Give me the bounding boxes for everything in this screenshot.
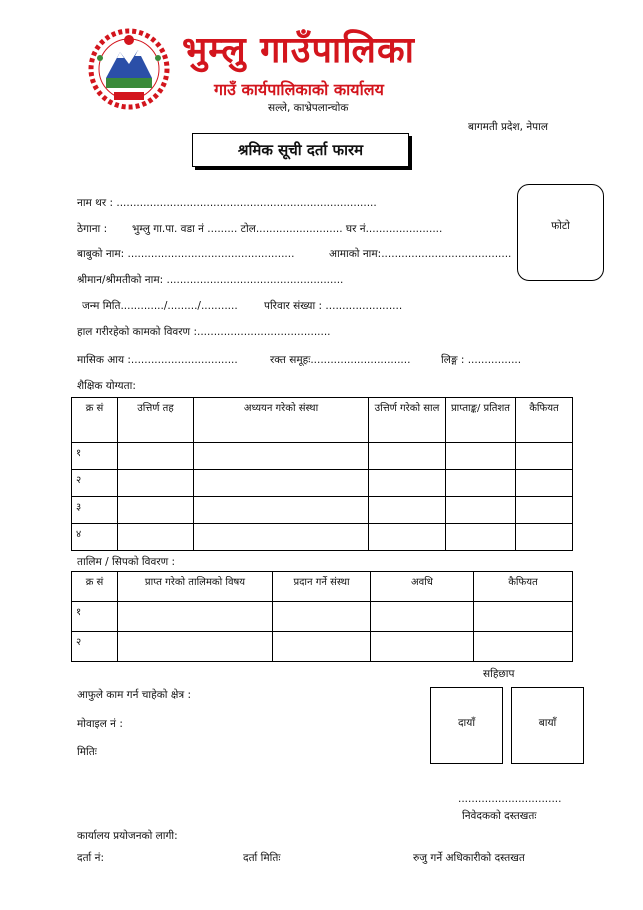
name-field[interactable]: नाम थर : ..............................................................................: [77, 197, 377, 209]
father-name-field[interactable]: बाबुको नाम: ..................................................: [77, 248, 295, 260]
column-header: उत्तिर्ण गरेको साल: [369, 398, 446, 443]
table-cell[interactable]: [516, 443, 573, 470]
signature-line[interactable]: ...............................: [458, 793, 562, 805]
table-row: [72, 497, 573, 524]
row-number: २: [72, 632, 118, 662]
mobile-field[interactable]: मोवाइल नं :: [77, 718, 123, 730]
table-cell[interactable]: [474, 632, 573, 662]
education-heading: शैक्षिक योग्यता:: [77, 380, 136, 392]
table-cell[interactable]: [118, 443, 194, 470]
table-cell[interactable]: [118, 497, 194, 524]
table-cell[interactable]: [369, 470, 446, 497]
table-cell[interactable]: [194, 497, 369, 524]
table-cell[interactable]: [194, 524, 369, 551]
office-subtitle: गाउँ कार्यपालिकाको कार्यालय: [214, 80, 384, 99]
monthly-income-field[interactable]: मासिक आय :................................: [77, 354, 238, 366]
registration-date-field[interactable]: दर्ता मितिः: [243, 852, 281, 864]
column-header: प्रदान गर्ने संस्था: [273, 572, 371, 602]
row-number: २: [72, 470, 118, 497]
thumbprint-label: सहिछाप: [483, 668, 515, 680]
photo-box[interactable]: फोटो: [517, 184, 604, 281]
table-cell[interactable]: [516, 497, 573, 524]
gender-field[interactable]: लिङ्ग : ................: [441, 354, 522, 366]
row-number: ३: [72, 497, 118, 524]
column-header: उत्तिर्ण तह: [118, 398, 194, 443]
table-cell[interactable]: [273, 632, 371, 662]
table-row: [72, 602, 573, 632]
current-work-field[interactable]: हाल गरीरहेको कामको विवरण :........................................: [77, 326, 331, 338]
column-header: अवधि: [371, 572, 474, 602]
table-cell[interactable]: [118, 602, 273, 632]
table-cell[interactable]: [118, 470, 194, 497]
table-cell[interactable]: [516, 470, 573, 497]
table-cell[interactable]: [118, 632, 273, 662]
column-header: कैफियत: [516, 398, 573, 443]
column-header: अध्ययन गरेको संस्था: [194, 398, 369, 443]
column-header: क्र सं: [72, 398, 118, 443]
table-cell[interactable]: [369, 443, 446, 470]
office-address: सल्ले, काभ्रेपलान्चोक: [268, 102, 349, 114]
table-cell[interactable]: [446, 497, 516, 524]
column-header: कैफियत: [474, 572, 573, 602]
table-cell[interactable]: [446, 524, 516, 551]
municipality-logo: [84, 28, 174, 110]
work-area-field[interactable]: आफुले काम गर्न चाहेको क्षेत्र :: [77, 689, 192, 701]
mother-name-field[interactable]: आमाको नाम:.......................................: [329, 248, 512, 260]
left-thumb-box[interactable]: बायाँ: [511, 687, 584, 764]
training-header-row: [72, 572, 573, 602]
officer-signature-label: रुजु गर्ने अधिकारीको दस्तखत: [413, 852, 525, 864]
office-use-heading: कार्यालय प्रयोजनको लागी:: [77, 830, 178, 842]
table-cell[interactable]: [194, 470, 369, 497]
table-cell[interactable]: [194, 443, 369, 470]
row-number: १: [72, 443, 118, 470]
education-table: [71, 397, 573, 551]
table-cell[interactable]: [118, 524, 194, 551]
municipality-title: भुम्लु गाउँपालिका: [182, 30, 415, 71]
blood-group-field[interactable]: रक्त समूहः..............................: [270, 354, 411, 366]
table-cell[interactable]: [474, 602, 573, 632]
applicant-signature-label: निवेदकको दस्तखतः: [462, 810, 537, 822]
education-header-row: [72, 398, 573, 443]
column-header: क्र सं: [72, 572, 118, 602]
row-number: १: [72, 602, 118, 632]
registration-number-field[interactable]: दर्ता नं:: [77, 852, 104, 864]
table-row: [72, 443, 573, 470]
table-cell[interactable]: [446, 443, 516, 470]
table-cell[interactable]: [446, 470, 516, 497]
table-cell[interactable]: [369, 497, 446, 524]
date-field[interactable]: मितिः: [77, 746, 97, 758]
spouse-name-field[interactable]: श्रीमान/श्रीमतीको नाम: .....................................................: [77, 274, 344, 286]
form-title: श्रमिक सूची दर्ता फारम: [192, 133, 409, 167]
table-cell[interactable]: [369, 524, 446, 551]
table-cell[interactable]: [371, 602, 474, 632]
column-header: प्राप्त गरेको तालिमको विषय: [118, 572, 273, 602]
dob-field[interactable]: जन्म मिति............./........./...........: [82, 300, 238, 312]
table-row: [72, 524, 573, 551]
address-label: ठेगाना :: [77, 223, 108, 235]
right-thumb-box[interactable]: दायाँ: [430, 687, 503, 764]
table-cell[interactable]: [371, 632, 474, 662]
training-heading: तालिम / सिपको विवरण :: [77, 556, 176, 568]
table-cell[interactable]: [273, 602, 371, 632]
family-size-field[interactable]: परिवार संख्या : .......................: [264, 300, 403, 312]
column-header: प्राप्ताङ्क/ प्रतिशत: [446, 398, 516, 443]
province-label: बागमती प्रदेश, नेपाल: [468, 121, 548, 133]
table-row: [72, 470, 573, 497]
table-cell[interactable]: [516, 524, 573, 551]
row-number: ४: [72, 524, 118, 551]
training-table: [71, 571, 573, 662]
table-row: [72, 632, 573, 662]
address-field[interactable]: भुम्लु गा.पा. वडा नं ......... टोल.......................... घर नं.......................: [132, 223, 443, 235]
